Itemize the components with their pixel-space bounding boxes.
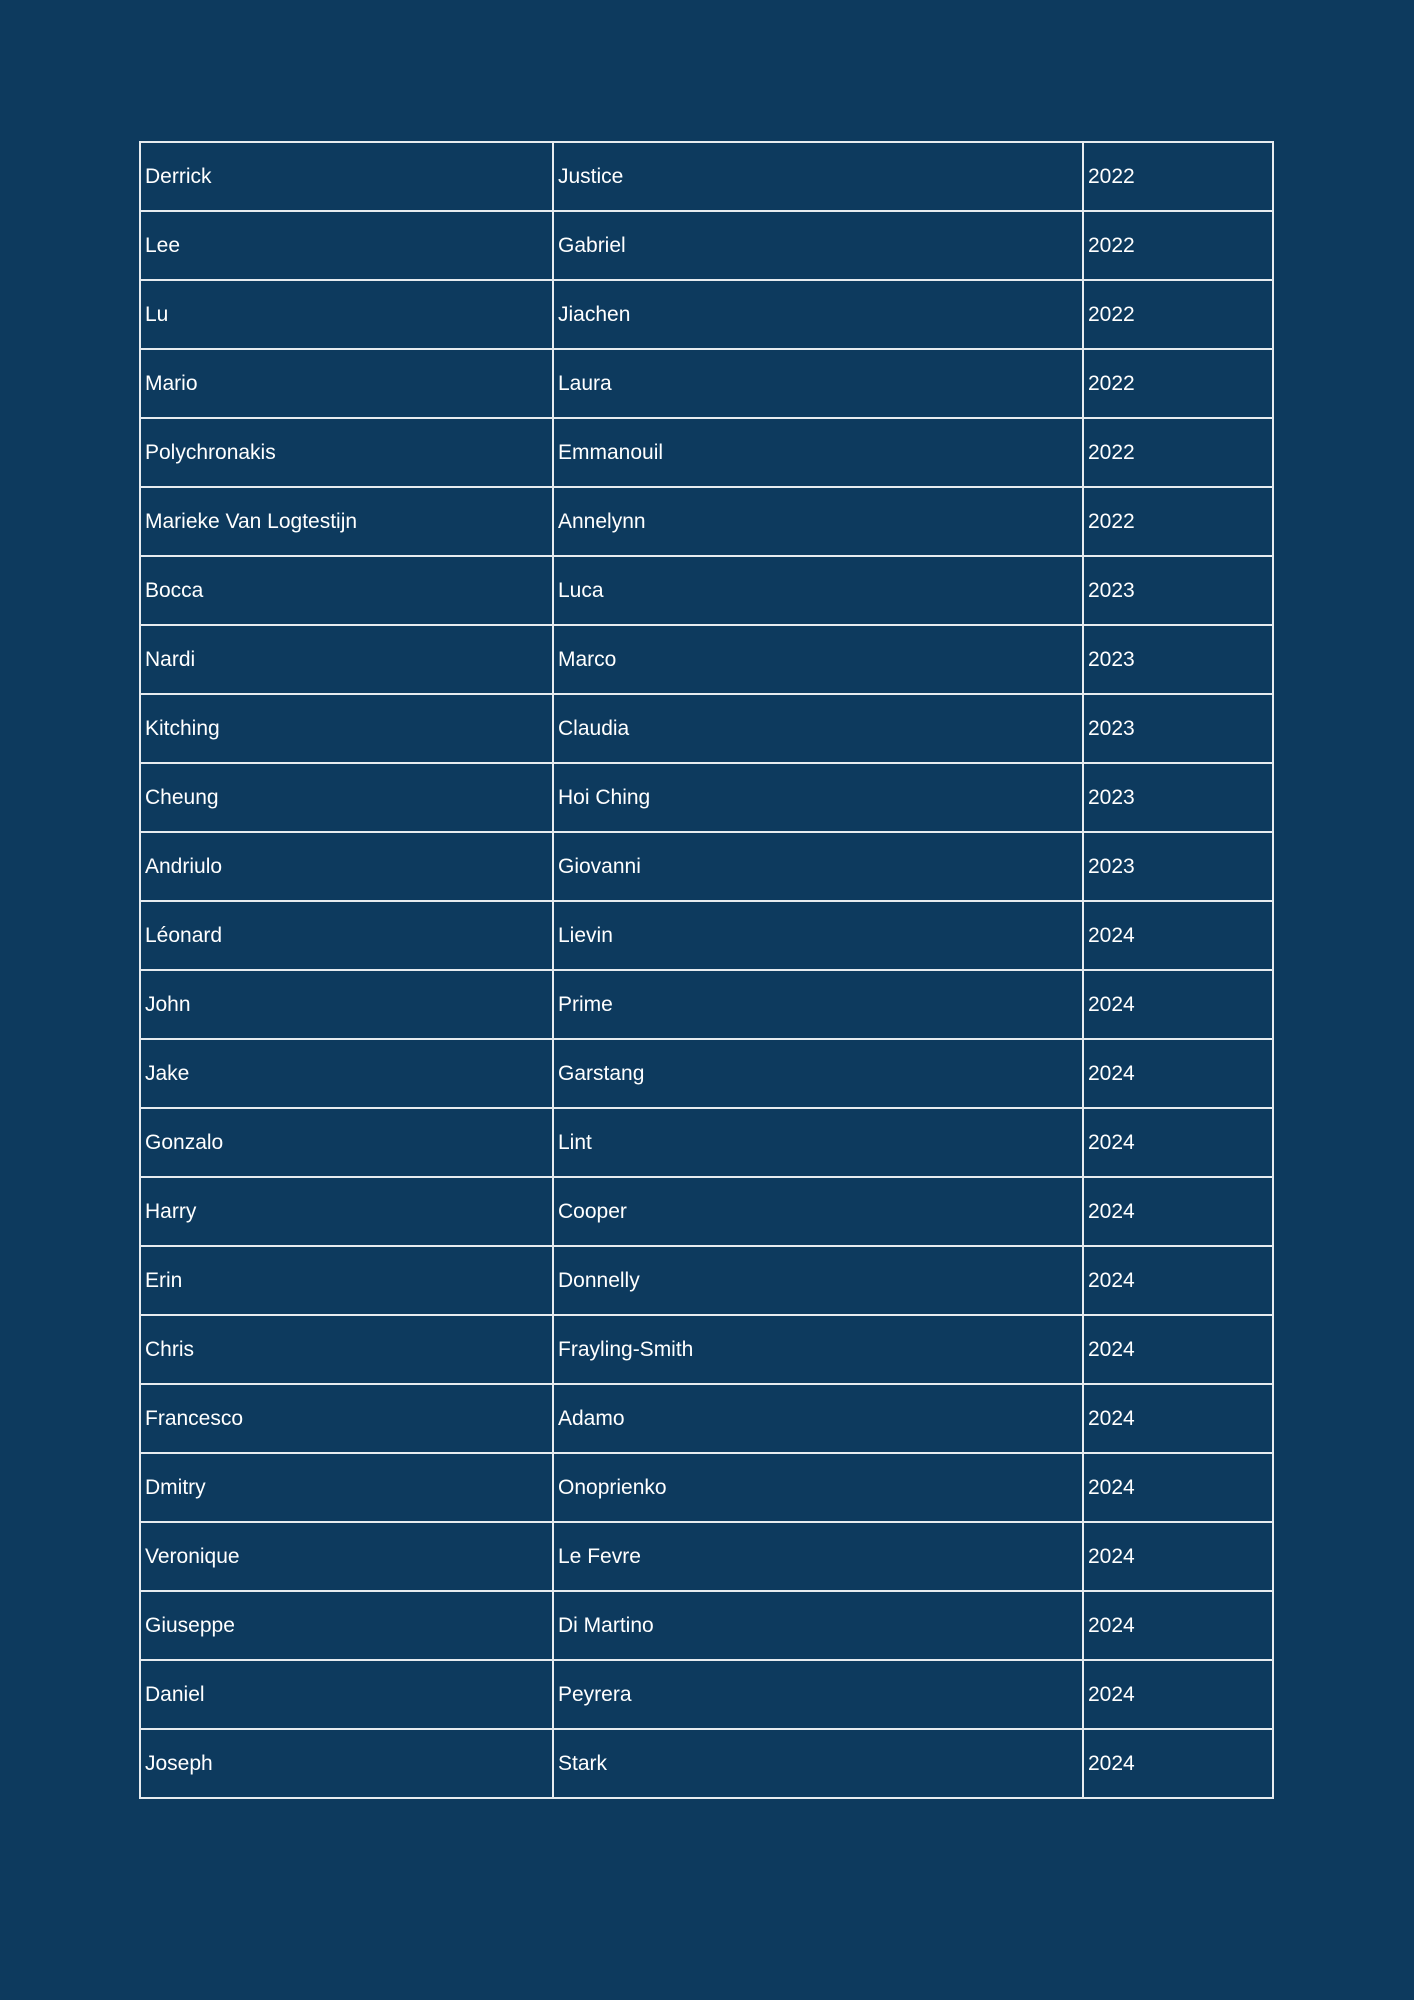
table-row	[140, 625, 1273, 694]
given-name-cell: Di Martino	[553, 1591, 1083, 1660]
name-cell: Cheung	[140, 763, 553, 832]
year-cell: 2024	[1083, 1591, 1273, 1660]
given-name-cell: Marco	[553, 625, 1083, 694]
name-cell: Chris	[140, 1315, 553, 1384]
given-name-cell: Gabriel	[553, 211, 1083, 280]
name-cell: Francesco	[140, 1384, 553, 1453]
year-cell: 2023	[1083, 556, 1273, 625]
name-cell: Giuseppe	[140, 1591, 553, 1660]
table-row	[140, 1177, 1273, 1246]
name-cell: Polychronakis	[140, 418, 553, 487]
year-cell: 2022	[1083, 211, 1273, 280]
year-cell: 2022	[1083, 349, 1273, 418]
year-cell: 2023	[1083, 694, 1273, 763]
year-cell: 2023	[1083, 763, 1273, 832]
name-cell: Andriulo	[140, 832, 553, 901]
table-row	[140, 1591, 1273, 1660]
given-name-cell: Cooper	[553, 1177, 1083, 1246]
name-cell: Jake	[140, 1039, 553, 1108]
given-name-cell: Onoprienko	[553, 1453, 1083, 1522]
year-cell: 2024	[1083, 1384, 1273, 1453]
year-cell: 2024	[1083, 1108, 1273, 1177]
year-cell: 2022	[1083, 280, 1273, 349]
year-cell: 2024	[1083, 1453, 1273, 1522]
name-cell: Kitching	[140, 694, 553, 763]
given-name-cell: Stark	[553, 1729, 1083, 1798]
year-cell: 2024	[1083, 901, 1273, 970]
given-name-cell: Claudia	[553, 694, 1083, 763]
name-cell: Joseph	[140, 1729, 553, 1798]
table-row	[140, 142, 1273, 211]
table-row	[140, 1039, 1273, 1108]
table-row	[140, 349, 1273, 418]
name-cell: Bocca	[140, 556, 553, 625]
table-row	[140, 901, 1273, 970]
table-row	[140, 1660, 1273, 1729]
given-name-cell: Emmanouil	[553, 418, 1083, 487]
table-row	[140, 1315, 1273, 1384]
table-row	[140, 1108, 1273, 1177]
year-cell: 2022	[1083, 418, 1273, 487]
name-cell: Léonard	[140, 901, 553, 970]
given-name-cell: Laura	[553, 349, 1083, 418]
name-cell: John	[140, 970, 553, 1039]
table-row	[140, 970, 1273, 1039]
table-row	[140, 763, 1273, 832]
name-cell: Erin	[140, 1246, 553, 1315]
given-name-cell: Lint	[553, 1108, 1083, 1177]
given-name-cell: Jiachen	[553, 280, 1083, 349]
year-cell: 2023	[1083, 832, 1273, 901]
table-row	[140, 211, 1273, 280]
names-table	[139, 141, 1274, 1799]
name-cell: Harry	[140, 1177, 553, 1246]
year-cell: 2024	[1083, 1315, 1273, 1384]
name-cell: Mario	[140, 349, 553, 418]
given-name-cell: Adamo	[553, 1384, 1083, 1453]
table-row	[140, 1522, 1273, 1591]
given-name-cell: Giovanni	[553, 832, 1083, 901]
given-name-cell: Garstang	[553, 1039, 1083, 1108]
given-name-cell: Le Fevre	[553, 1522, 1083, 1591]
name-cell: Marieke Van Logtestijn	[140, 487, 553, 556]
name-cell: Nardi	[140, 625, 553, 694]
table-row	[140, 1246, 1273, 1315]
table-row	[140, 694, 1273, 763]
year-cell: 2024	[1083, 1039, 1273, 1108]
given-name-cell: Prime	[553, 970, 1083, 1039]
table-row	[140, 1453, 1273, 1522]
given-name-cell: Lievin	[553, 901, 1083, 970]
year-cell: 2024	[1083, 1522, 1273, 1591]
given-name-cell: Hoi Ching	[553, 763, 1083, 832]
year-cell: 2024	[1083, 1246, 1273, 1315]
table-row	[140, 832, 1273, 901]
name-cell: Daniel	[140, 1660, 553, 1729]
table-row	[140, 556, 1273, 625]
table-row	[140, 1729, 1273, 1798]
year-cell: 2024	[1083, 1729, 1273, 1798]
year-cell: 2024	[1083, 1660, 1273, 1729]
table-row	[140, 418, 1273, 487]
name-cell: Veronique	[140, 1522, 553, 1591]
year-cell: 2024	[1083, 970, 1273, 1039]
given-name-cell: Luca	[553, 556, 1083, 625]
given-name-cell: Annelynn	[553, 487, 1083, 556]
name-cell: Lu	[140, 280, 553, 349]
given-name-cell: Frayling-Smith	[553, 1315, 1083, 1384]
year-cell: 2023	[1083, 625, 1273, 694]
given-name-cell: Justice	[553, 142, 1083, 211]
name-cell: Derrick	[140, 142, 553, 211]
table-row	[140, 280, 1273, 349]
table-row	[140, 1384, 1273, 1453]
name-cell: Dmitry	[140, 1453, 553, 1522]
given-name-cell: Donnelly	[553, 1246, 1083, 1315]
name-cell: Lee	[140, 211, 553, 280]
names-table-body	[140, 142, 1273, 1798]
year-cell: 2022	[1083, 487, 1273, 556]
given-name-cell: Peyrera	[553, 1660, 1083, 1729]
name-cell: Gonzalo	[140, 1108, 553, 1177]
table-row	[140, 487, 1273, 556]
year-cell: 2024	[1083, 1177, 1273, 1246]
year-cell: 2022	[1083, 142, 1273, 211]
